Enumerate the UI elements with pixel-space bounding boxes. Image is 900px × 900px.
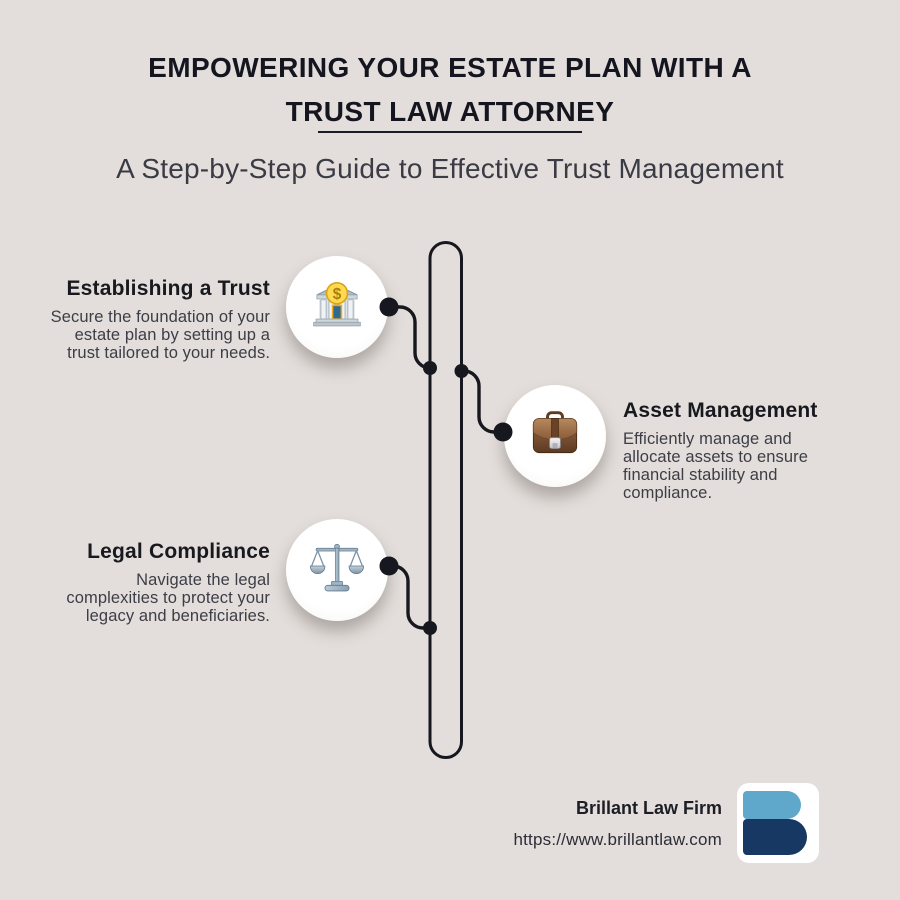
step-asset-management	[623, 399, 841, 502]
rail-dot-1	[423, 361, 437, 375]
page-title	[0, 46, 900, 134]
step-description: Secure the foundation of your estate plan by setting up a trust tailored to your needs.	[50, 308, 270, 362]
step-circle-legal-compliance	[286, 519, 388, 621]
page-title-line1: EMPOWERING YOUR ESTATE PLAN WITH A	[148, 52, 752, 83]
rail-dot-2	[455, 364, 469, 378]
step-title: Legal Compliance	[87, 540, 270, 563]
company-name: Brillant Law Firm	[575, 798, 722, 818]
bank-icon	[308, 278, 366, 336]
svg-text:$: $	[332, 285, 342, 303]
step-legal-compliance	[44, 540, 270, 625]
step-title: Asset Management	[623, 399, 818, 422]
page-subtitle: A Step-by-Step Guide to Effective Trust Management	[116, 153, 784, 184]
page-title-line2: TRUST LAW ATTORNEY	[285, 96, 615, 127]
step-description: Efficiently manage and allocate assets to ensure financial stability and compliance.	[623, 430, 809, 502]
step-title: Establishing a Trust	[66, 277, 270, 300]
logo-b-top-shape	[743, 791, 801, 819]
company-website: https://www.brillantlaw.com	[513, 830, 722, 849]
logo-b-bottom-shape	[743, 819, 807, 855]
scales-icon	[308, 541, 366, 599]
connector-establishing-trust	[389, 307, 430, 368]
brillant-law-logo	[737, 783, 819, 863]
step-establishing-trust	[44, 277, 270, 362]
timeline-capsule	[430, 243, 462, 758]
connector-legal-compliance	[389, 566, 430, 628]
step-circle-establishing-trust	[286, 256, 388, 358]
connector-asset-management	[461, 371, 502, 432]
step-circle-asset-management	[504, 385, 606, 487]
step-description: Navigate the legal complexities to protect your legacy and beneficiaries.	[66, 571, 270, 625]
title-divider	[318, 131, 582, 133]
rail-dot-3	[423, 621, 437, 635]
briefcase-icon	[525, 406, 585, 466]
